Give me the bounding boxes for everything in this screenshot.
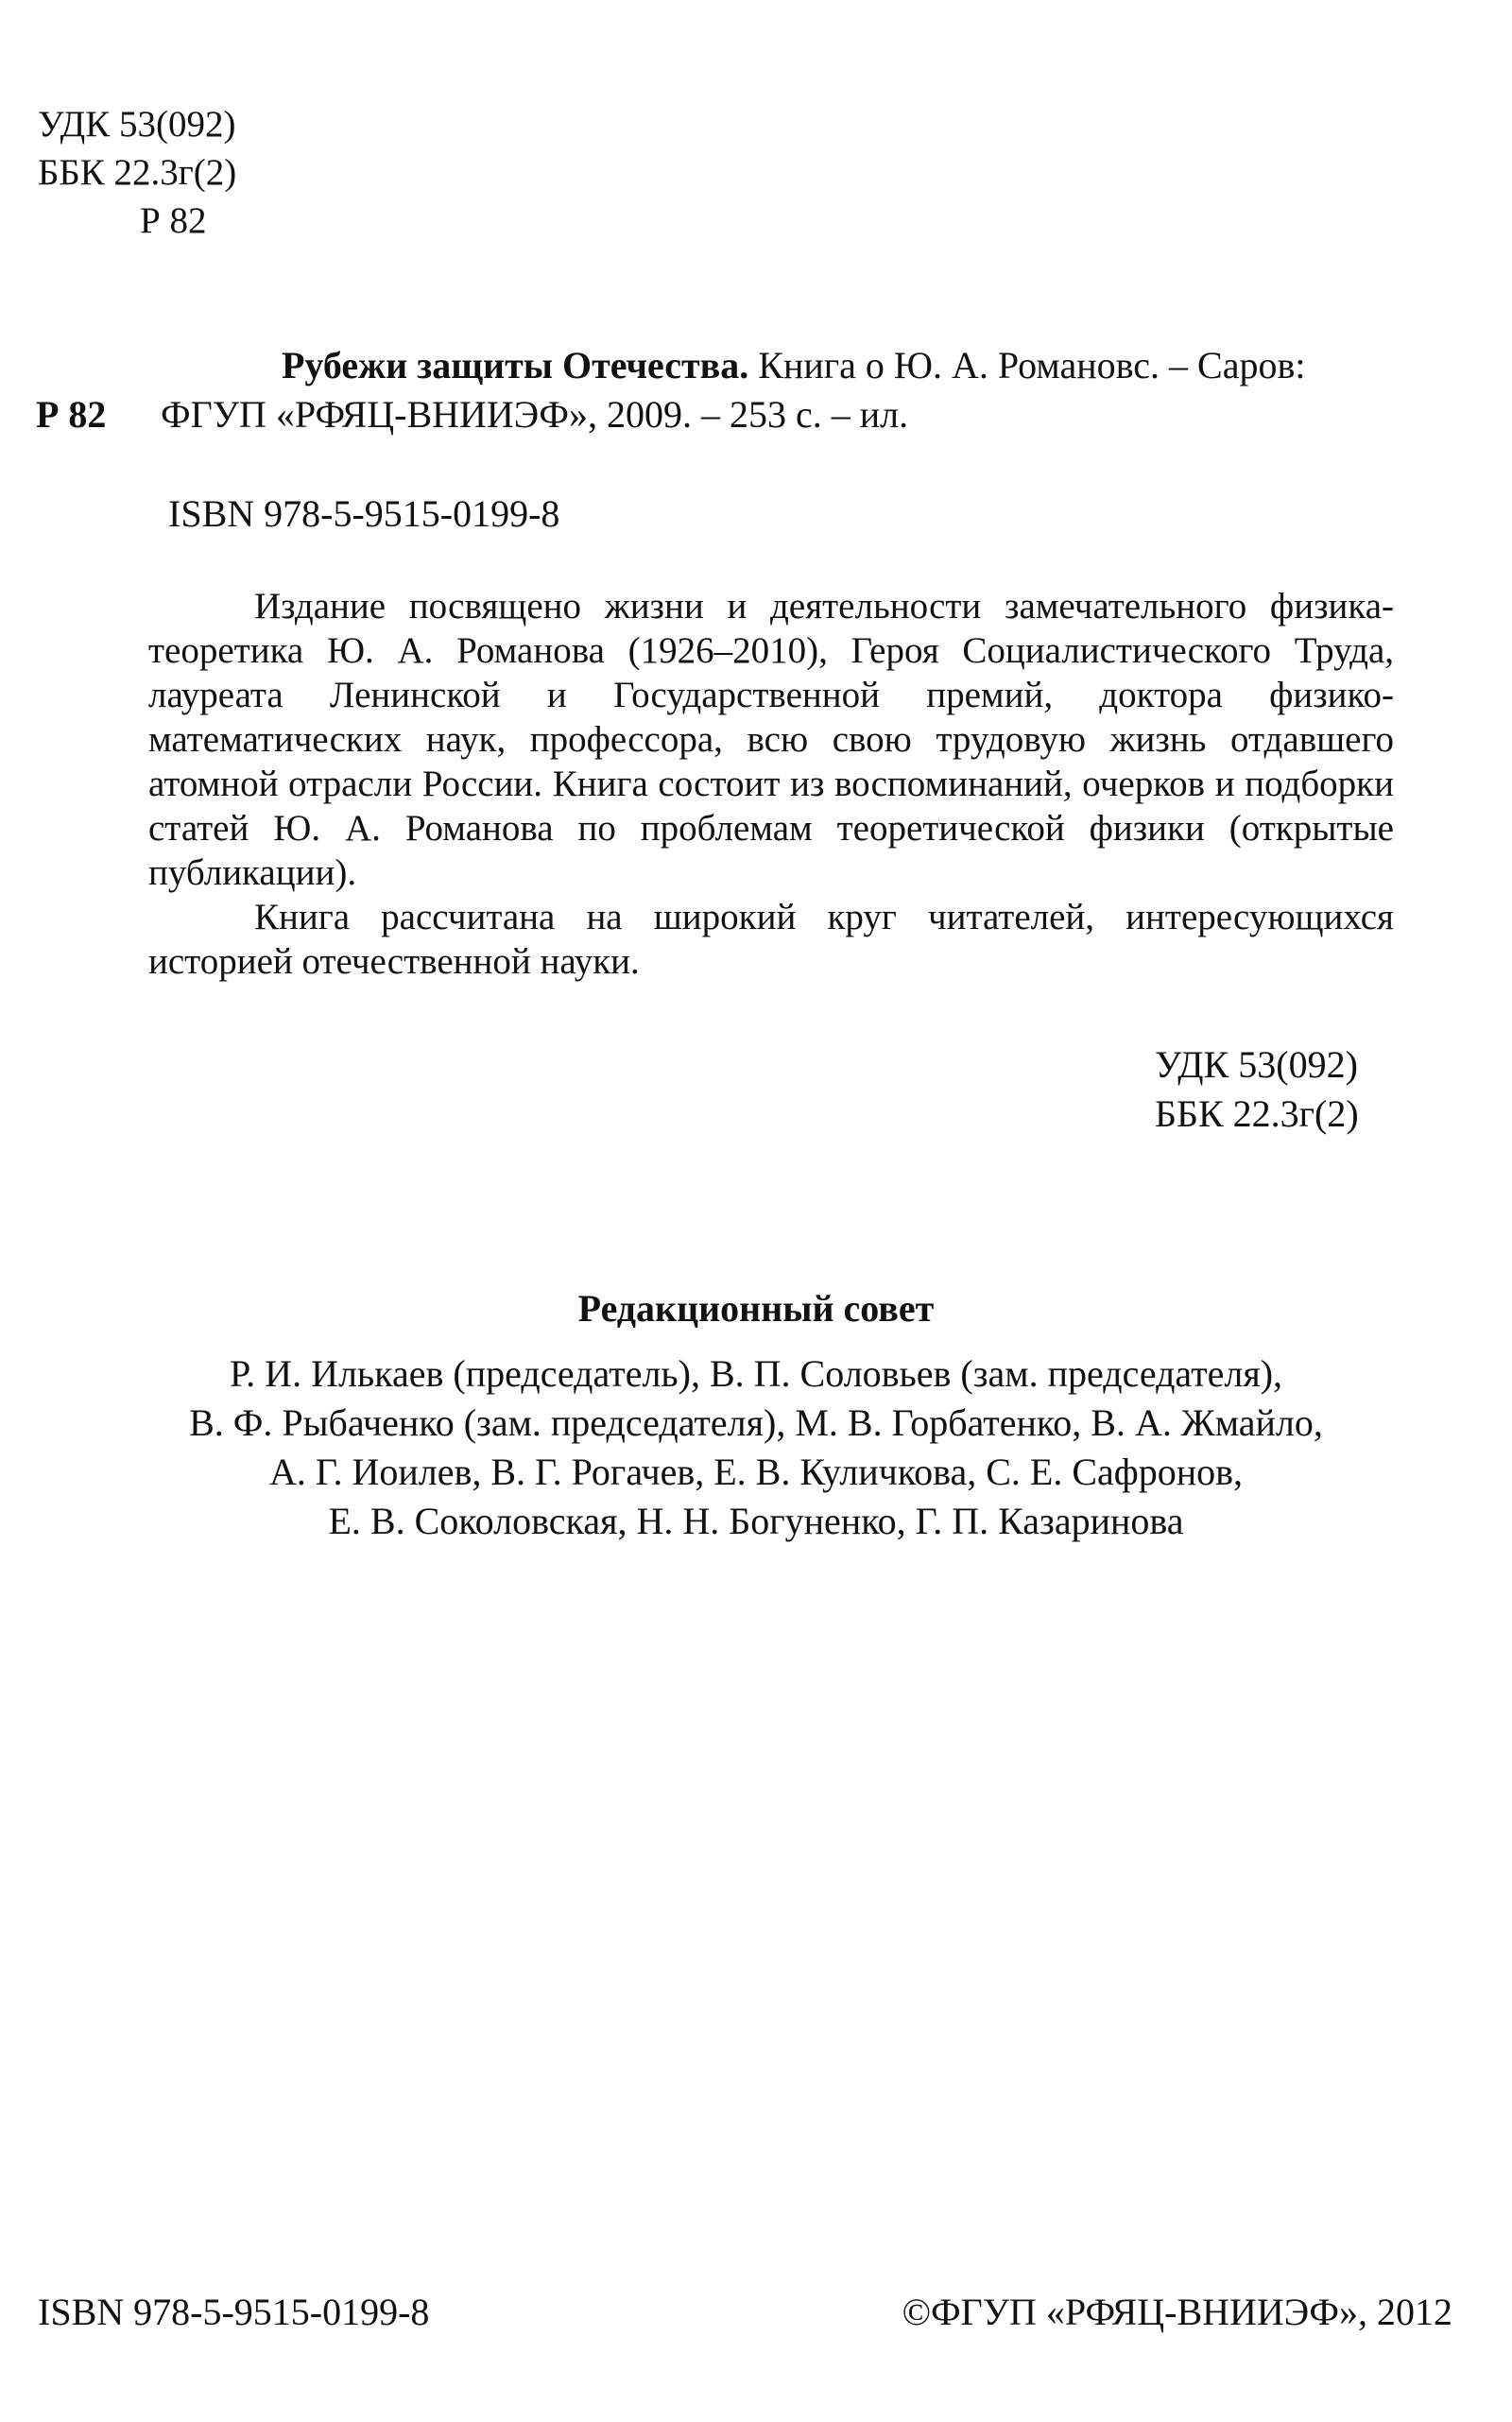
bbk-code: ББК 22.3г(2): [38, 152, 237, 193]
abstract-paragraph: Издание посвящено жизни и деятельности замечательного физика-теоретика Ю. А. Романова (1926–2010), Героя Социалистического Труда, лауреата Ленинской и Государственной премий, доктора физико-математических наук, профессора, всю свою трудовую жизнь отдавшего атомной отрасли России. Книга состоит из воспоминаний, очерков и подборки статей Ю. А. Романова по проблемам теоретической физики (открытые публикации).: [148, 586, 1394, 893]
udk-code: УДК 53(092): [38, 104, 236, 145]
udk-code-right: УДК 53(092): [1155, 1043, 1358, 1086]
author-code: Р 82: [140, 200, 207, 241]
editorial-board-list: [94, 1349, 1418, 1546]
bbk-code-right: ББК 22.3г(2): [1155, 1092, 1359, 1135]
abstract-paragraph: Книга рассчитана на широкий круг читателей, интересующихся историей отечественной науки.: [148, 897, 1394, 982]
editorial-board-heading: Редакционный совет: [577, 1287, 935, 1330]
isbn-line: ISBN 978-5-9515-0199-8: [168, 492, 560, 535]
bibliographic-description: Книга о Ю. А. Романовс. – Саров:: [758, 344, 1306, 386]
footer-copyright: ©ФГУП «РФЯЦ-ВНИИЭФ», 2012: [902, 2291, 1452, 2333]
bibliographic-title-line: [282, 340, 1305, 390]
abstract: [148, 584, 1394, 984]
publisher-line: ФГУП «РФЯЦ-ВНИИЭФ», 2009. – 253 с. – ил.: [161, 393, 909, 436]
footer-isbn: ISBN 978-5-9515-0199-8: [38, 2291, 430, 2333]
editorial-board-line: Е. В. Соколовская, Н. Н. Богуненко, Г. П. Казаринова: [328, 1500, 1184, 1542]
book-title: Рубежи защиты Отечества.: [282, 344, 749, 386]
author-mark: Р 82: [36, 393, 107, 436]
editorial-board-line: А. Г. Иоилев, В. Г. Рогачев, Е. В. Куличкова, С. Е. Сафронов,: [268, 1451, 1244, 1493]
editorial-board-line: В. Ф. Рыбаченко (зам. председателя), М. В. Горбатенко, В. А. Жмайло,: [189, 1401, 1323, 1444]
editorial-board-line: Р. И. Илькаев (председатель), В. П. Соловьев (зам. председателя),: [229, 1352, 1283, 1395]
